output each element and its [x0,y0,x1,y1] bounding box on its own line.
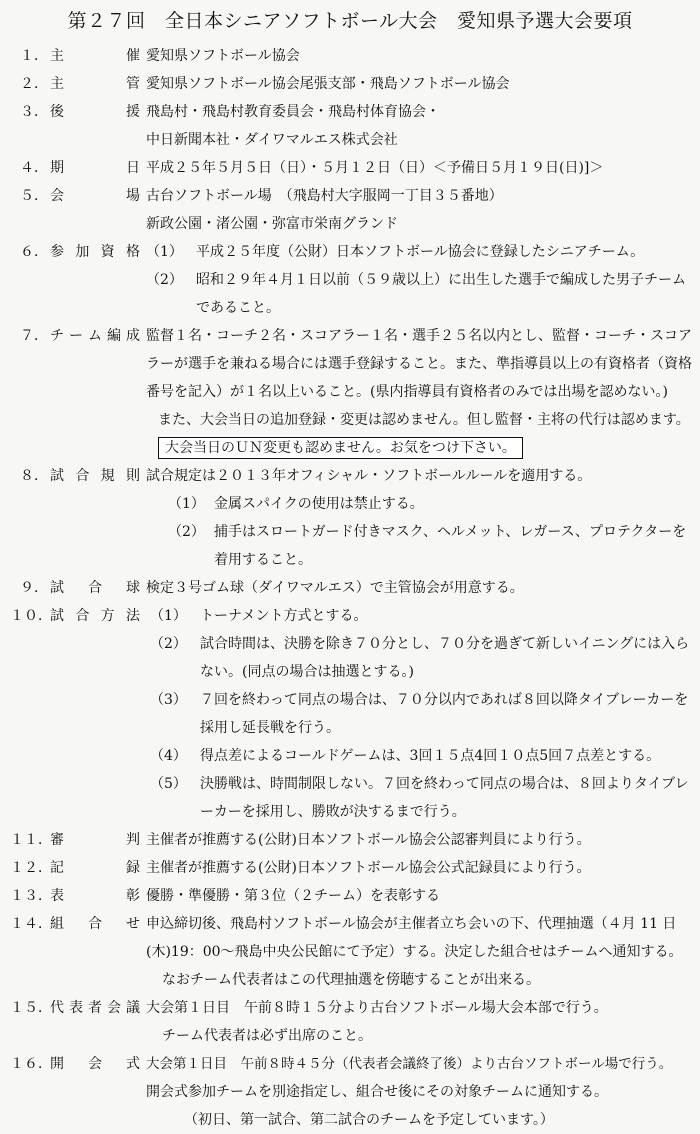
page-title: 第２７回 全日本シニアソフトボール大会 愛知県予選大会要項 [67,10,633,32]
section-6-item-2 [0,266,700,294]
section-text: （初日、第一試合、第二試合のチームを予定しています。） [184,1112,554,1128]
item-number: （1） [168,496,205,512]
section-text: (木)19：00～飛島中央公民館にて予定）する。決定した組合せはチームへ通知する。 [146,944,683,960]
section-text: また、大会当日の追加登録・変更は認めません。但し監督・主将の代行は認めます。 [158,412,690,428]
section-label: 試 合 球 [50,580,140,596]
section-15-cont [0,1022,700,1050]
section-label: 審 判 [50,832,140,848]
item-text: トーナメント方式とする。 [200,608,368,624]
section-label: 後 援 [50,104,140,120]
section-number: ３． [20,104,48,120]
section-label: 試合規則 [50,468,140,484]
section-text: 大会第１日目 午前８時４５分（代表者会議終了後）より古台ソフトボール場で行う。 [146,1056,673,1072]
item-text: 決勝戦は、時間制限しない。７回を終わって同点の場合は、８回よりタイブレ [200,776,689,792]
section-number: ６． [20,244,48,260]
section-11 [0,826,700,854]
notice-box: 大会当日のＵＮ変更も認めません。お気をつけ下さい。 [158,437,523,459]
section-label: 代表者会議 [50,1000,140,1016]
section-7-notice [0,434,700,462]
section-text: 試合規定は２０１３年オフィシャル・ソフトボールルールを適用する。 [146,468,592,484]
section-14-cont [0,966,700,994]
section-number: ４． [20,160,48,176]
section-6-item-2-cont [0,294,700,322]
section-14-cont [0,938,700,966]
section-8-item-2-cont [0,546,700,574]
item-number: （2） [150,636,187,652]
section-text: 主催者が推薦する(公財)日本ソフトボール協会公式記録員により行う。 [146,860,591,876]
section-2 [0,70,700,98]
section-label: 表 彰 [50,888,140,904]
section-7 [0,322,700,350]
section-6 [0,238,700,266]
section-8 [0,462,700,490]
section-9 [0,574,700,602]
section-16 [0,1050,700,1078]
section-7-cont [0,406,700,434]
section-number: １１． [10,832,52,848]
section-text: 中日新聞本社・ダイワマルエス株式会社 [146,132,398,148]
section-number: １２． [10,860,52,876]
section-text: なおチーム代表者はこの代理抽選を傍聴することが出来る。 [162,972,540,988]
item-text: であること。 [196,300,280,316]
section-number: ２． [20,76,48,92]
section-16-cont [0,1106,700,1134]
section-15 [0,994,700,1022]
item-text: ７回を終わって同点の場合は、７０分以内であれば８回以降タイブレーカーを [200,692,689,708]
item-text: 捕手はスロートガード付きマスク、ヘルメット、レガース、プロテクターを [214,524,687,540]
section-10-item-5 [0,770,700,798]
item-text: 試合時間は、決勝を除き７０分とし、７０分を過ぎて新しいイニングには入ら [200,636,690,652]
section-label: 主 管 [50,76,140,92]
section-10-item-3-cont [0,714,700,742]
item-text: 平成２５年度（公財）日本ソフトボール協会に登録したシニアチーム。 [196,244,645,260]
section-text: 愛知県ソフトボール協会尾張支部・飛島ソフトボール協会 [146,76,510,92]
section-text: 申込締切後、飛島村ソフトボール協会が主催者立ち会いの下、代理抽選（４月 11 日 [146,916,677,932]
section-number: １６． [10,1056,52,1072]
section-3 [0,98,700,126]
section-number: ７． [20,328,48,344]
section-10-item-3 [0,686,700,714]
item-text: 得点差によるコールドゲームは、3回１５点4回１０点5回７点差とする。 [200,748,661,764]
section-label: 記 録 [50,860,140,876]
section-list [0,42,700,1134]
item-number: （2） [168,524,205,540]
section-number: ８． [20,468,48,484]
section-10-item-5-cont [0,798,700,826]
section-label: 開 会 式 [50,1056,140,1072]
section-text: 愛知県ソフトボール協会 [146,48,300,64]
item-text: ない。(同点の場合は抽選とする。) [200,664,414,680]
section-label: 期 日 [50,160,140,176]
section-12 [0,854,700,882]
section-number: １． [20,48,48,64]
section-label: チーム編成 [50,328,140,344]
section-text: 番号を記入）が１名以上いること。(県内指導員有資格者のみでは出場を認めない。) [146,384,668,400]
section-10-item-2-cont [0,658,700,686]
section-text: 古台ソフトボール場 （飛島村大字服岡一丁目３５番地） [146,188,503,204]
section-16-cont [0,1078,700,1106]
section-10-item-4 [0,742,700,770]
section-text: 検定３号ゴム球（ダイワマルエス）で主管協会が用意する。 [146,580,524,596]
section-number: １４． [10,916,52,932]
section-3-cont [0,126,700,154]
section-number: １３． [10,888,52,904]
item-number: （2） [146,272,183,288]
section-5-cont [0,210,700,238]
section-text: 新政公園・渚公園・弥富市栄南グランド [146,216,398,232]
section-text: チーム代表者は必ず出席のこと。 [162,1028,372,1044]
section-1 [0,42,700,70]
section-4 [0,154,700,182]
section-number: １５． [10,1000,52,1016]
item-text: ーカーを採用し、勝敗が決するまで行う。 [200,804,466,820]
item-text: 着用すること。 [214,552,312,568]
item-number: （3） [150,692,187,708]
section-label: 試合方法 [50,608,140,624]
section-label: 主 催 [50,48,140,64]
section-7-cont [0,378,700,406]
section-7-cont [0,350,700,378]
section-number: １０． [10,608,52,624]
section-text: 平成２５年５月５日（日）・５月１２日（日）＜予備日５月１９日(日)]＞ [146,160,604,176]
item-text: 採用し延長戦を行う。 [200,720,340,736]
item-number: （1） [150,608,187,624]
section-text: 開会式参加チームを別途指定し、組合せ後にその対象チームに通知する。 [146,1084,608,1100]
item-number: （5） [150,776,187,792]
section-8-item-2 [0,518,700,546]
section-5 [0,182,700,210]
section-13 [0,882,700,910]
section-label: 組 合 せ [50,916,140,932]
item-number: （1） [146,244,183,260]
section-number: ９． [20,580,48,596]
section-label: 参加資格 [50,244,140,260]
section-14 [0,910,700,938]
section-8-item-1 [0,490,700,518]
section-text: 優勝・準優勝・第３位（２チーム）を表彰する [146,888,440,904]
section-10 [0,602,700,630]
item-text: 昭和２９年４月１日以前（５９歳以上）に出生した選手で編成した男子チーム [196,272,686,288]
section-label: 会 場 [50,188,140,204]
section-text: ラーが選手を兼ねる場合には選手登録すること。また、準指導員以上の有資格者（資格 [146,356,692,372]
section-number: ５． [20,188,48,204]
section-text: 飛島村・飛島村教育委員会・飛島村体育協会・ [146,104,440,120]
section-text: 主催者が推薦する(公財)日本ソフトボール協会公認審判員により行う。 [146,832,591,848]
item-text: 金属スパイクの使用は禁止する。 [214,496,424,512]
section-text: 監督１名・コーチ２名・スコアラー１名・選手２５名以内とし、監督・コーチ・スコア [146,328,692,344]
section-text: 大会第１日目 午前８時１５分より古台ソフトボール場大会本部で行う。 [146,1000,608,1016]
item-number: （4） [150,748,187,764]
section-10-item-2 [0,630,700,658]
